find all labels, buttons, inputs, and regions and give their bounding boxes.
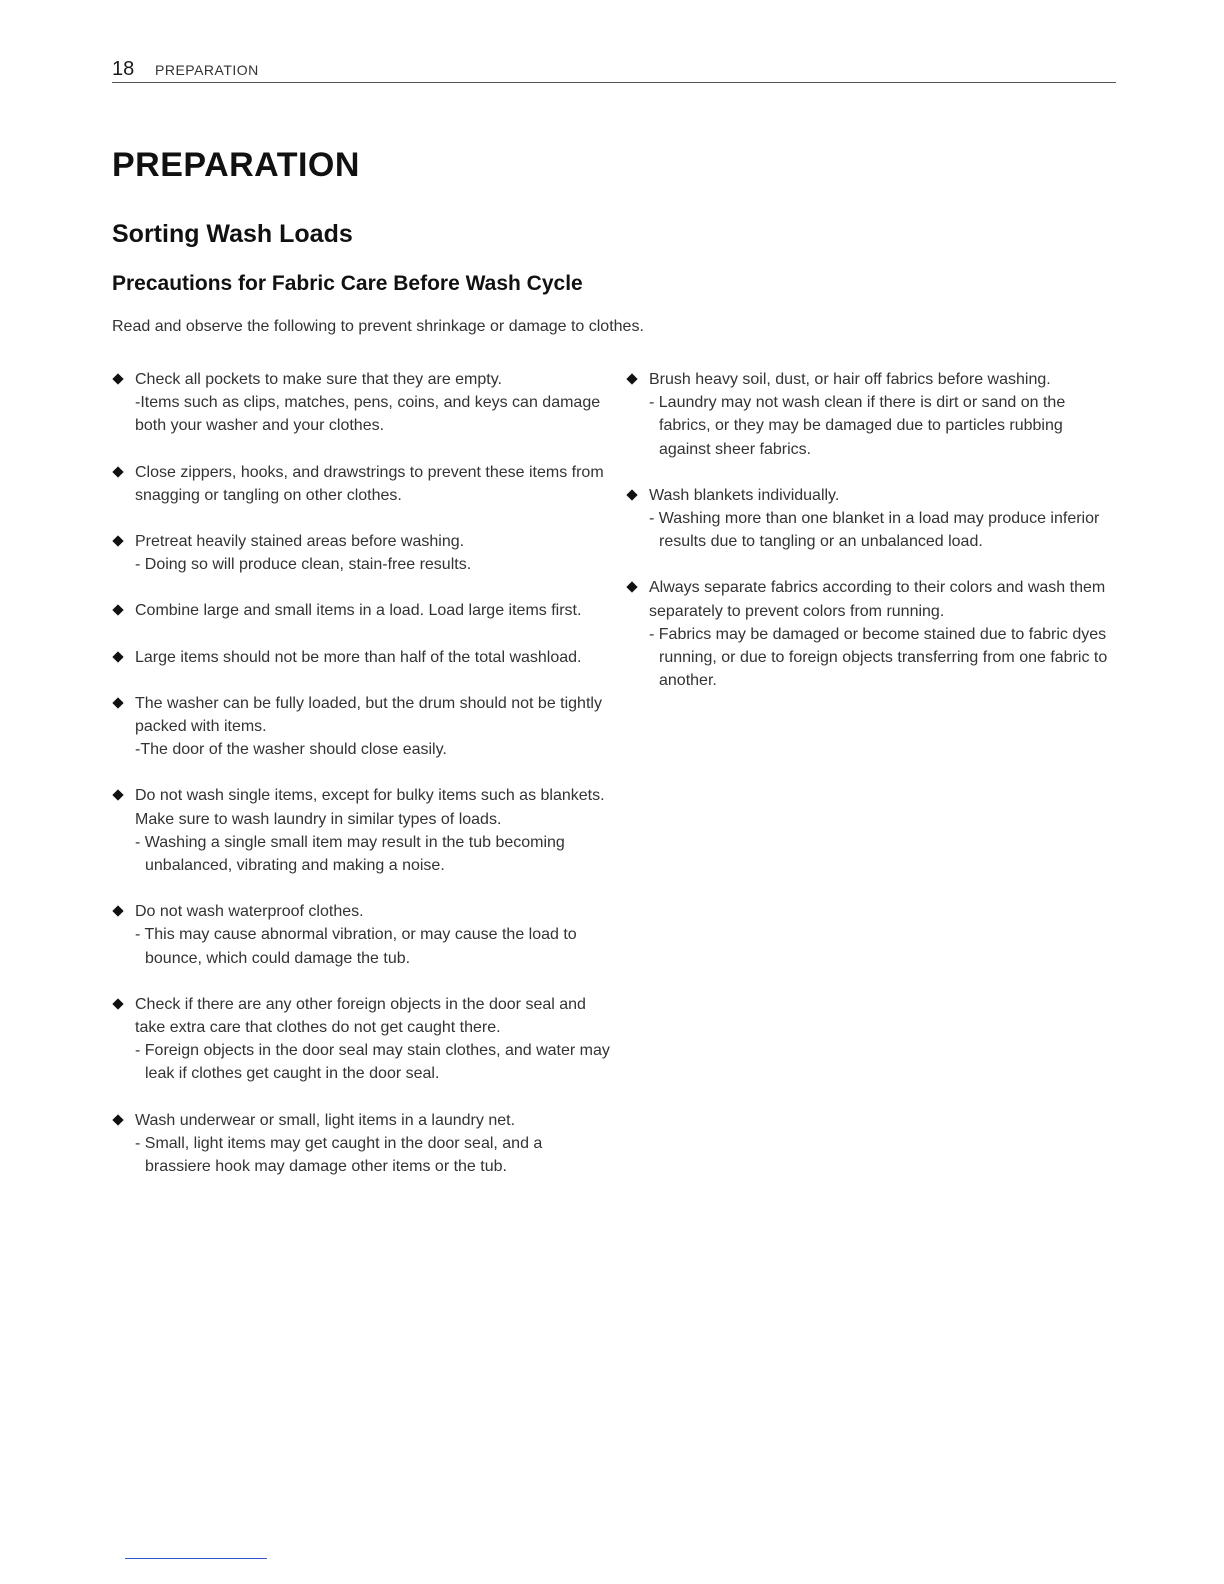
diamond-bullet-icon [112,1114,123,1125]
list-item-text: The washer can be fully loaded, but the drum should not be tightly packed with items. [135,694,602,736]
intro-text: Read and observe the following to prevent shrinkage or damage to clothes. [112,318,644,335]
list-item [626,576,1116,692]
list-item-note: - Doing so will produce clean, stain-free results. [135,556,472,574]
list-item-text: Combine large and small items in a load. Load large items first. [135,602,582,620]
list-item-note: - Fabrics may be damaged or become stained due to fabric dyes running, or due to foreign objects transferring from one fabric to another. [649,625,1108,690]
list-item [626,484,1116,554]
list-item [112,993,612,1086]
list-item [112,784,612,877]
list-item-text: Large items should not be more than half of the total washload. [135,648,582,666]
page-header [112,58,1116,83]
diamond-bullet-icon [112,373,123,384]
list-item-note: -The door of the washer should close easily. [135,741,447,759]
header-section-name: PREPARATION [155,62,259,78]
list-item-text: Brush heavy soil, dust, or hair off fabrics before washing. [649,371,1051,388]
list-item-text: Close zippers, hooks, and drawstrings to prevent these items from snagging or tangling on other clothes. [135,463,604,504]
list-item-text: Do not wash single items, except for bulky items such as blankets. Make sure to wash laundry in similar types of loads. [135,787,605,828]
diamond-bullet-icon [112,466,123,477]
list-item-note: - This may cause abnormal vibration, or may cause the load to bounce, which could damage the tub. [135,926,577,967]
diamond-bullet-icon [112,998,123,1009]
diamond-bullet-icon [626,582,637,593]
list-item-text: Check all pockets to make sure that they are empty. [135,371,502,388]
page-title: PREPARATION [112,146,360,184]
left-column-list [112,368,612,1201]
diamond-bullet-icon [626,373,637,384]
list-item [112,461,612,507]
list-item-note: - Foreign objects in the door seal may stain clothes, and water may leak if clothes get caught in the door seal. [135,1042,610,1083]
list-item-text: Always separate fabrics according to their colors and wash them separately to prevent colors from running. [649,579,1106,620]
diamond-bullet-icon [626,489,637,500]
list-item-text: Wash blankets individually. [649,486,840,504]
diamond-bullet-icon [112,535,123,546]
list-item-note: - Washing a single small item may result in the tub becoming unbalanced, vibrating and making a noise. [135,833,565,875]
diamond-bullet-icon [112,906,123,917]
list-item [112,692,612,762]
list-item [112,368,612,438]
list-item-text: Wash underwear or small, light items in a laundry net. [135,1111,516,1129]
subsection-title: Precautions for Fabric Care Before Wash Cycle [112,272,583,295]
list-item [112,530,612,576]
list-item-note: - Washing more than one blanket in a load may produce inferior results due to tangling or an unbalanced load. [649,510,1100,551]
right-column-list [626,368,1116,715]
list-item-note: -Items such as clips, matches, pens, coins, and keys can damage both your washer and your clothes. [135,394,601,435]
list-item-note: - Laundry may not wash clean if there is dirt or sand on the fabrics, or they may be damaged due to particles rubbing against sheer fabrics. [649,394,1066,458]
list-item-note: - Small, light items may get caught in the door seal, and a brassiere hook may damage other items or the tub. [135,1134,543,1176]
diamond-bullet-icon [112,605,123,616]
list-item [626,368,1116,461]
footer-rule [125,1558,267,1559]
section-title: Sorting Wash Loads [112,220,353,248]
list-item [112,1109,612,1179]
list-item-text: Do not wash waterproof clothes. [135,903,364,921]
page-number: 18 [112,58,135,80]
list-item-text: Pretreat heavily stained areas before washing. [135,533,465,551]
list-item [112,646,612,669]
diamond-bullet-icon [112,790,123,801]
diamond-bullet-icon [112,697,123,708]
diamond-bullet-icon [112,651,123,662]
list-item-text: Check if there are any other foreign objects in the door seal and take extra care that clothes do not get caught there. [135,995,586,1037]
list-item [112,900,612,970]
list-item [112,599,612,622]
